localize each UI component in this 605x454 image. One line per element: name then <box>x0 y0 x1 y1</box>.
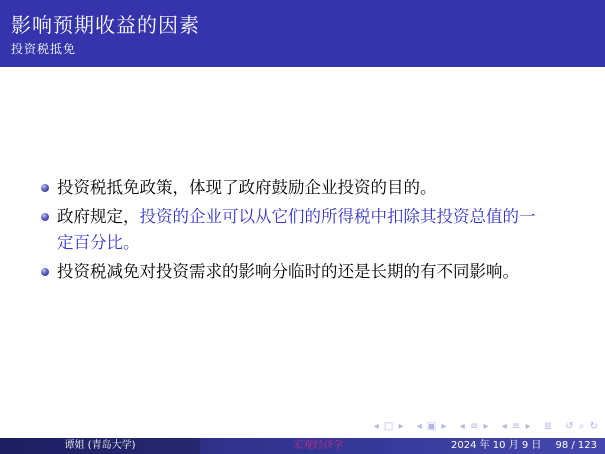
bullet-text <box>57 175 545 201</box>
frame-title: 影响预期收益的因素 <box>11 13 200 37</box>
nav-subsection-icon[interactable]: ◂ ≡ ▸ <box>459 421 490 432</box>
nav-history-search-icon[interactable]: ↺ ⌕ ↻ <box>565 421 599 432</box>
navigation-bar <box>365 421 599 433</box>
bullet-ball-icon <box>41 184 49 192</box>
nav-appendix-icon[interactable]: ≣ <box>543 421 554 432</box>
footer-author: 谭姐 (青岛大学) <box>0 438 200 454</box>
slide-body <box>0 67 605 418</box>
bullet-item-1 <box>41 175 545 201</box>
frame-subtitle: 投资税抵免 <box>11 42 77 56</box>
nav-slide-icon[interactable]: ◂ □ ▸ <box>373 421 405 432</box>
footer-date-section <box>437 438 605 454</box>
bullet-text-emphasis: 投资的企业可以从它们的所得税中扣除其投资总值的一定百分比。 <box>57 207 536 252</box>
footer-date: 2024 年 10 月 9 日 <box>451 440 542 451</box>
footer-course-title: 宏观经济学 <box>200 438 437 454</box>
header-bar <box>0 0 605 67</box>
bullet-text-plain: 政府规定， <box>57 207 140 226</box>
bullet-text <box>57 259 545 285</box>
bullet-list <box>41 175 545 288</box>
footer-page-number: 98 / 123 <box>555 440 597 451</box>
nav-section-icon[interactable]: ◂ ≡ ▸ <box>501 421 532 432</box>
bullet-ball-icon <box>41 213 49 221</box>
footer-bar <box>0 438 605 454</box>
bullet-item-2 <box>41 204 545 256</box>
bullet-ball-icon <box>41 268 49 276</box>
bullet-text-plain: 投资税抵免政策，体现了政府鼓励企业投资的目的。 <box>57 178 437 197</box>
bullet-text-plain: 投资税减免对投资需求的影响分临时的还是长期的有不同影响。 <box>57 262 519 281</box>
nav-frame-icon[interactable]: ◂ ▣ ▸ <box>416 421 448 432</box>
bullet-text <box>57 204 545 256</box>
bullet-item-3 <box>41 259 545 285</box>
